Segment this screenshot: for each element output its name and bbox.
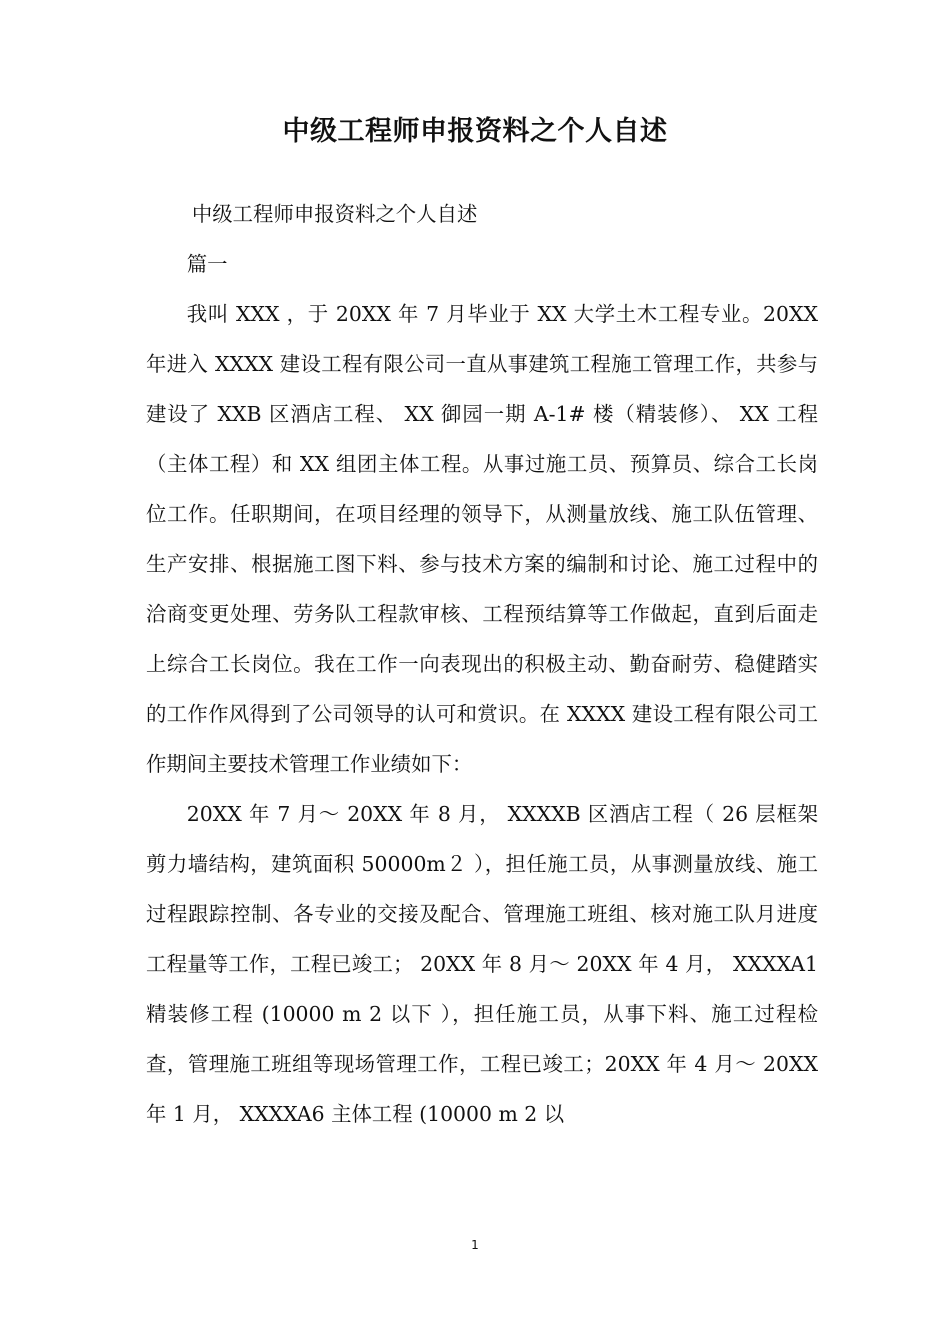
section-label: 篇一 <box>186 252 228 276</box>
paragraph-intro: 我叫 XXX ，于 20XX 年 7 月毕业于 XX 大学土木工程专业。20XX 年进入 XXXX 建设工程有限公司一直从事建筑工程施工管理工作，共参与建设了 XXB 区酒店工程、 XX 御园一期 A-1# 楼（精装修）、 XX 工程（主体工程）和 XX 组团主体工程。从事过施工员、预算员、综合工长岗位工作。任职期间，在项目经理的领导下，从测量放线、施工队伍管理、生产安排、根据施工图下料、参与技术方案的编制和讨论、施工过程中的洽商变更处理、劳务队工程款审核、工程预结算等工作做起，直到后面走上综合工长岗位。我在工作一向表现出的积极主动、勤奋耐劳、稳健踏实的工作作风得到了公司领导的认可和赏识。在 XXXX 建设工程有限公司工作期间主要技术管理工作业绩如下： <box>146 302 818 776</box>
page-number: 1 <box>471 1238 479 1252</box>
document-title: 中级工程师申报资料之个人自述 <box>282 116 668 147</box>
paragraph-work-history: 20XX 年 7 月～ 20XX 年 8 月， XXXXB 区酒店工程（ 26 层框架剪力墙结构，建筑面积 50000m２ ），担任施工员，从事测量放线、施工过程跟踪控制、各专业的交接及配合、管理施工班组、核对施工队月进度工程量等工作，工程已竣工； 20XX 年 8 月～ 20XX 年 4 月， XXXXA1 精装修工程 (10000 m 2 以下 ），担任施工员，从事下料、施工过程检查，管理施工班组等现场管理工作，工程已竣工；20XX 年 4 月～ 20XX 年 1 月， XXXXA6 主体工程 (10000 m 2 以 <box>146 802 818 1126</box>
document-subtitle: 中级工程师申报资料之个人自述 <box>191 202 478 226</box>
document-body <box>146 189 818 1139</box>
